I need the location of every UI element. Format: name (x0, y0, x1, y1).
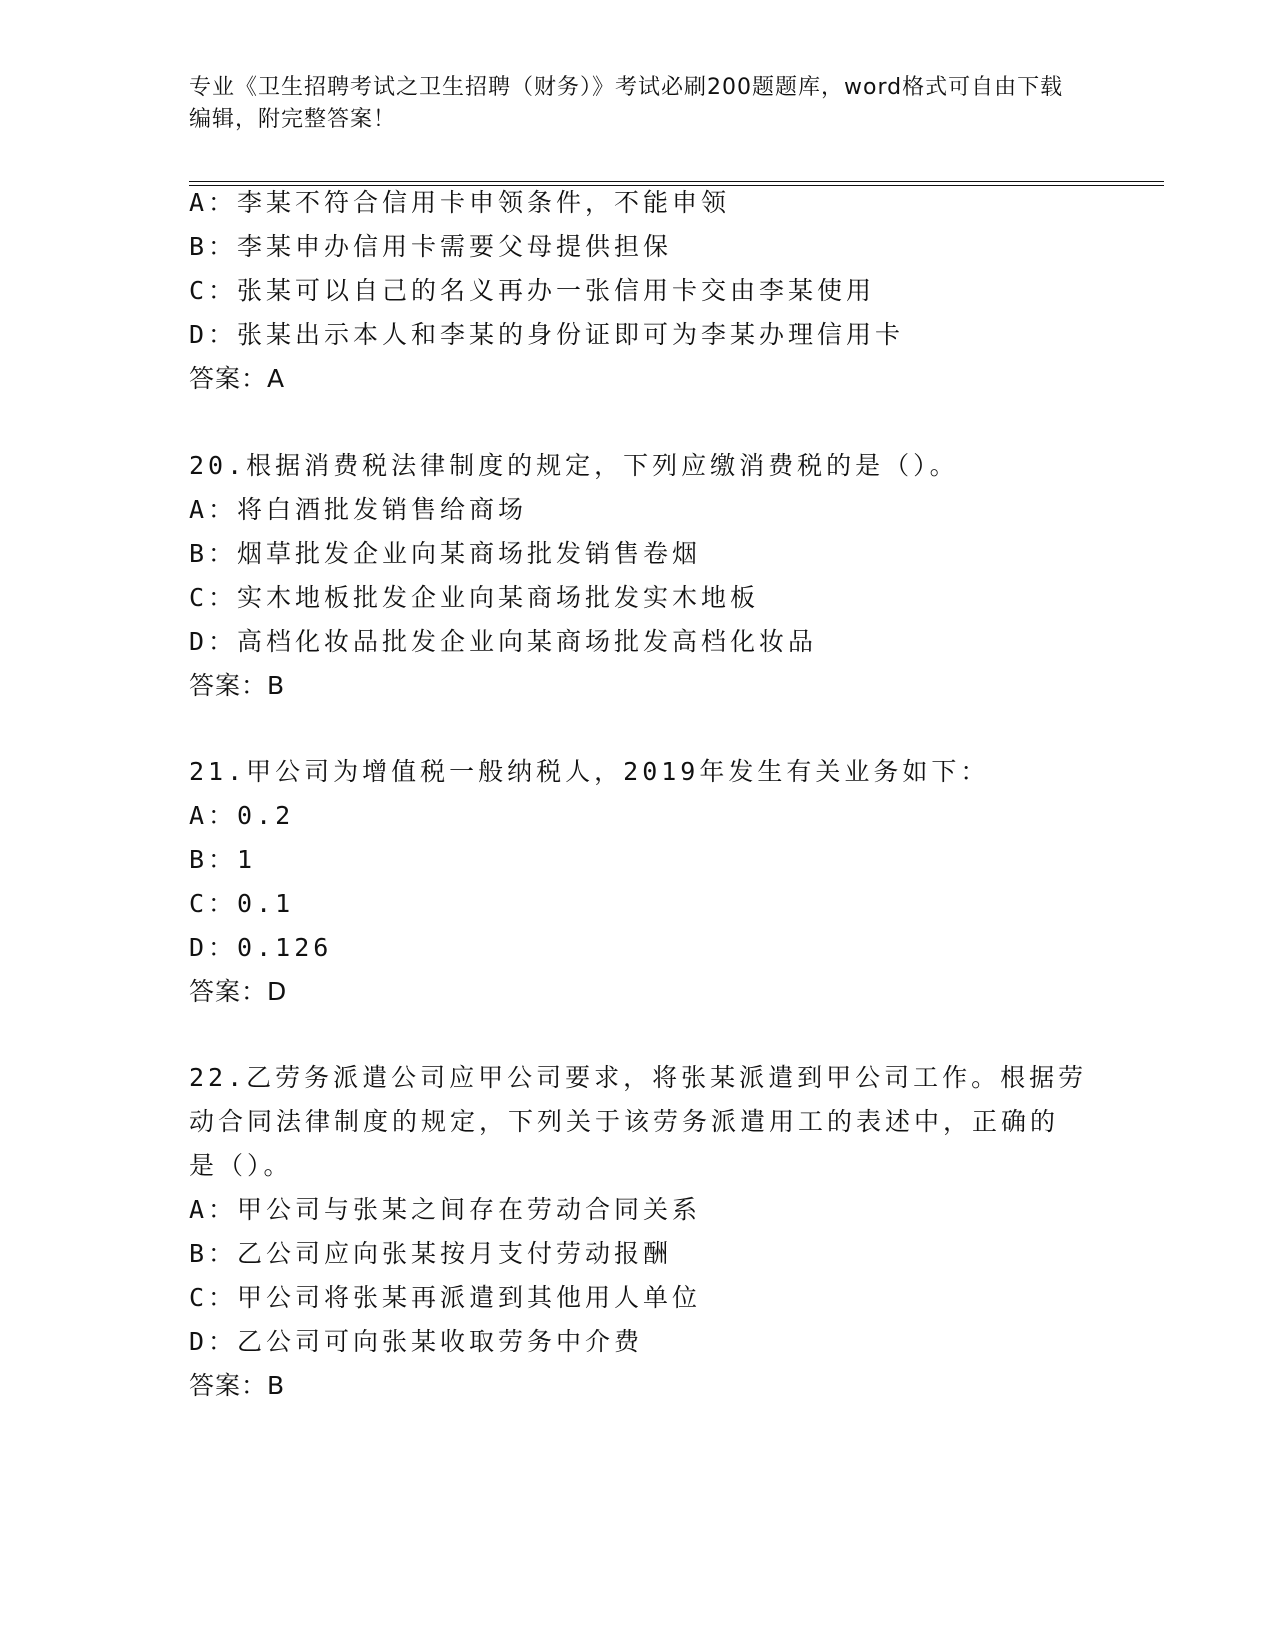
header-divider-double (189, 185, 1164, 186)
option-b: B：烟草批发企业向某商场批发销售卷烟 (189, 539, 702, 568)
option-c: C：0.1 (189, 889, 295, 918)
option-d: D：乙公司可向张某收取劳务中介费 (189, 1327, 644, 1356)
option-a: A：0.2 (189, 801, 295, 830)
option-b: B：李某申办信用卡需要父母提供担保 (189, 232, 673, 261)
option-a: A：甲公司与张某之间存在劳动合同关系 (189, 1195, 702, 1224)
document-header: 专业《卫生招聘考试之卫生招聘（财务）》考试必刷200题题库，word格式可自由下载编辑，附完整答案！ (189, 75, 1064, 132)
option-d: D：0.126 (189, 933, 333, 962)
question-22-stem-line1: 22.乙劳务派遣公司应甲公司要求，将张某派遣到甲公司工作。根据劳 (189, 1063, 1088, 1092)
option-b: B：1 (189, 845, 257, 874)
question-22-stem-line3: 是（）。 (189, 1151, 293, 1180)
option-c: C：张某可以自己的名义再办一张信用卡交由李某使用 (189, 276, 876, 305)
option-d: D：张某出示本人和李某的身份证即可为李某办理信用卡 (189, 320, 905, 349)
header-divider (189, 181, 1164, 182)
answer-line: 答案：D (189, 977, 288, 1006)
option-c: C：实木地板批发企业向某商场批发实木地板 (189, 583, 760, 612)
option-a: A：将白酒批发销售给商场 (189, 495, 528, 524)
answer-line: 答案：B (189, 1371, 286, 1400)
question-21-stem: 21.甲公司为增值税一般纳税人，2019年发生有关业务如下： (189, 757, 990, 786)
question-20-stem: 20.根据消费税法律制度的规定，下列应缴消费税的是（）。 (189, 451, 959, 480)
answer-line: 答案：A (189, 364, 286, 393)
option-c: C：甲公司将张某再派遣到其他用人单位 (189, 1283, 702, 1312)
option-a: A：李某不符合信用卡申领条件，不能申领 (189, 188, 731, 217)
option-d: D：高档化妆品批发企业向某商场批发高档化妆品 (189, 627, 818, 656)
option-b: B：乙公司应向张某按月支付劳动报酬 (189, 1239, 673, 1268)
question-22-stem-line2: 动合同法律制度的规定，下列关于该劳务派遣用工的表述中，正确的 (189, 1107, 1060, 1136)
answer-line: 答案：B (189, 671, 286, 700)
